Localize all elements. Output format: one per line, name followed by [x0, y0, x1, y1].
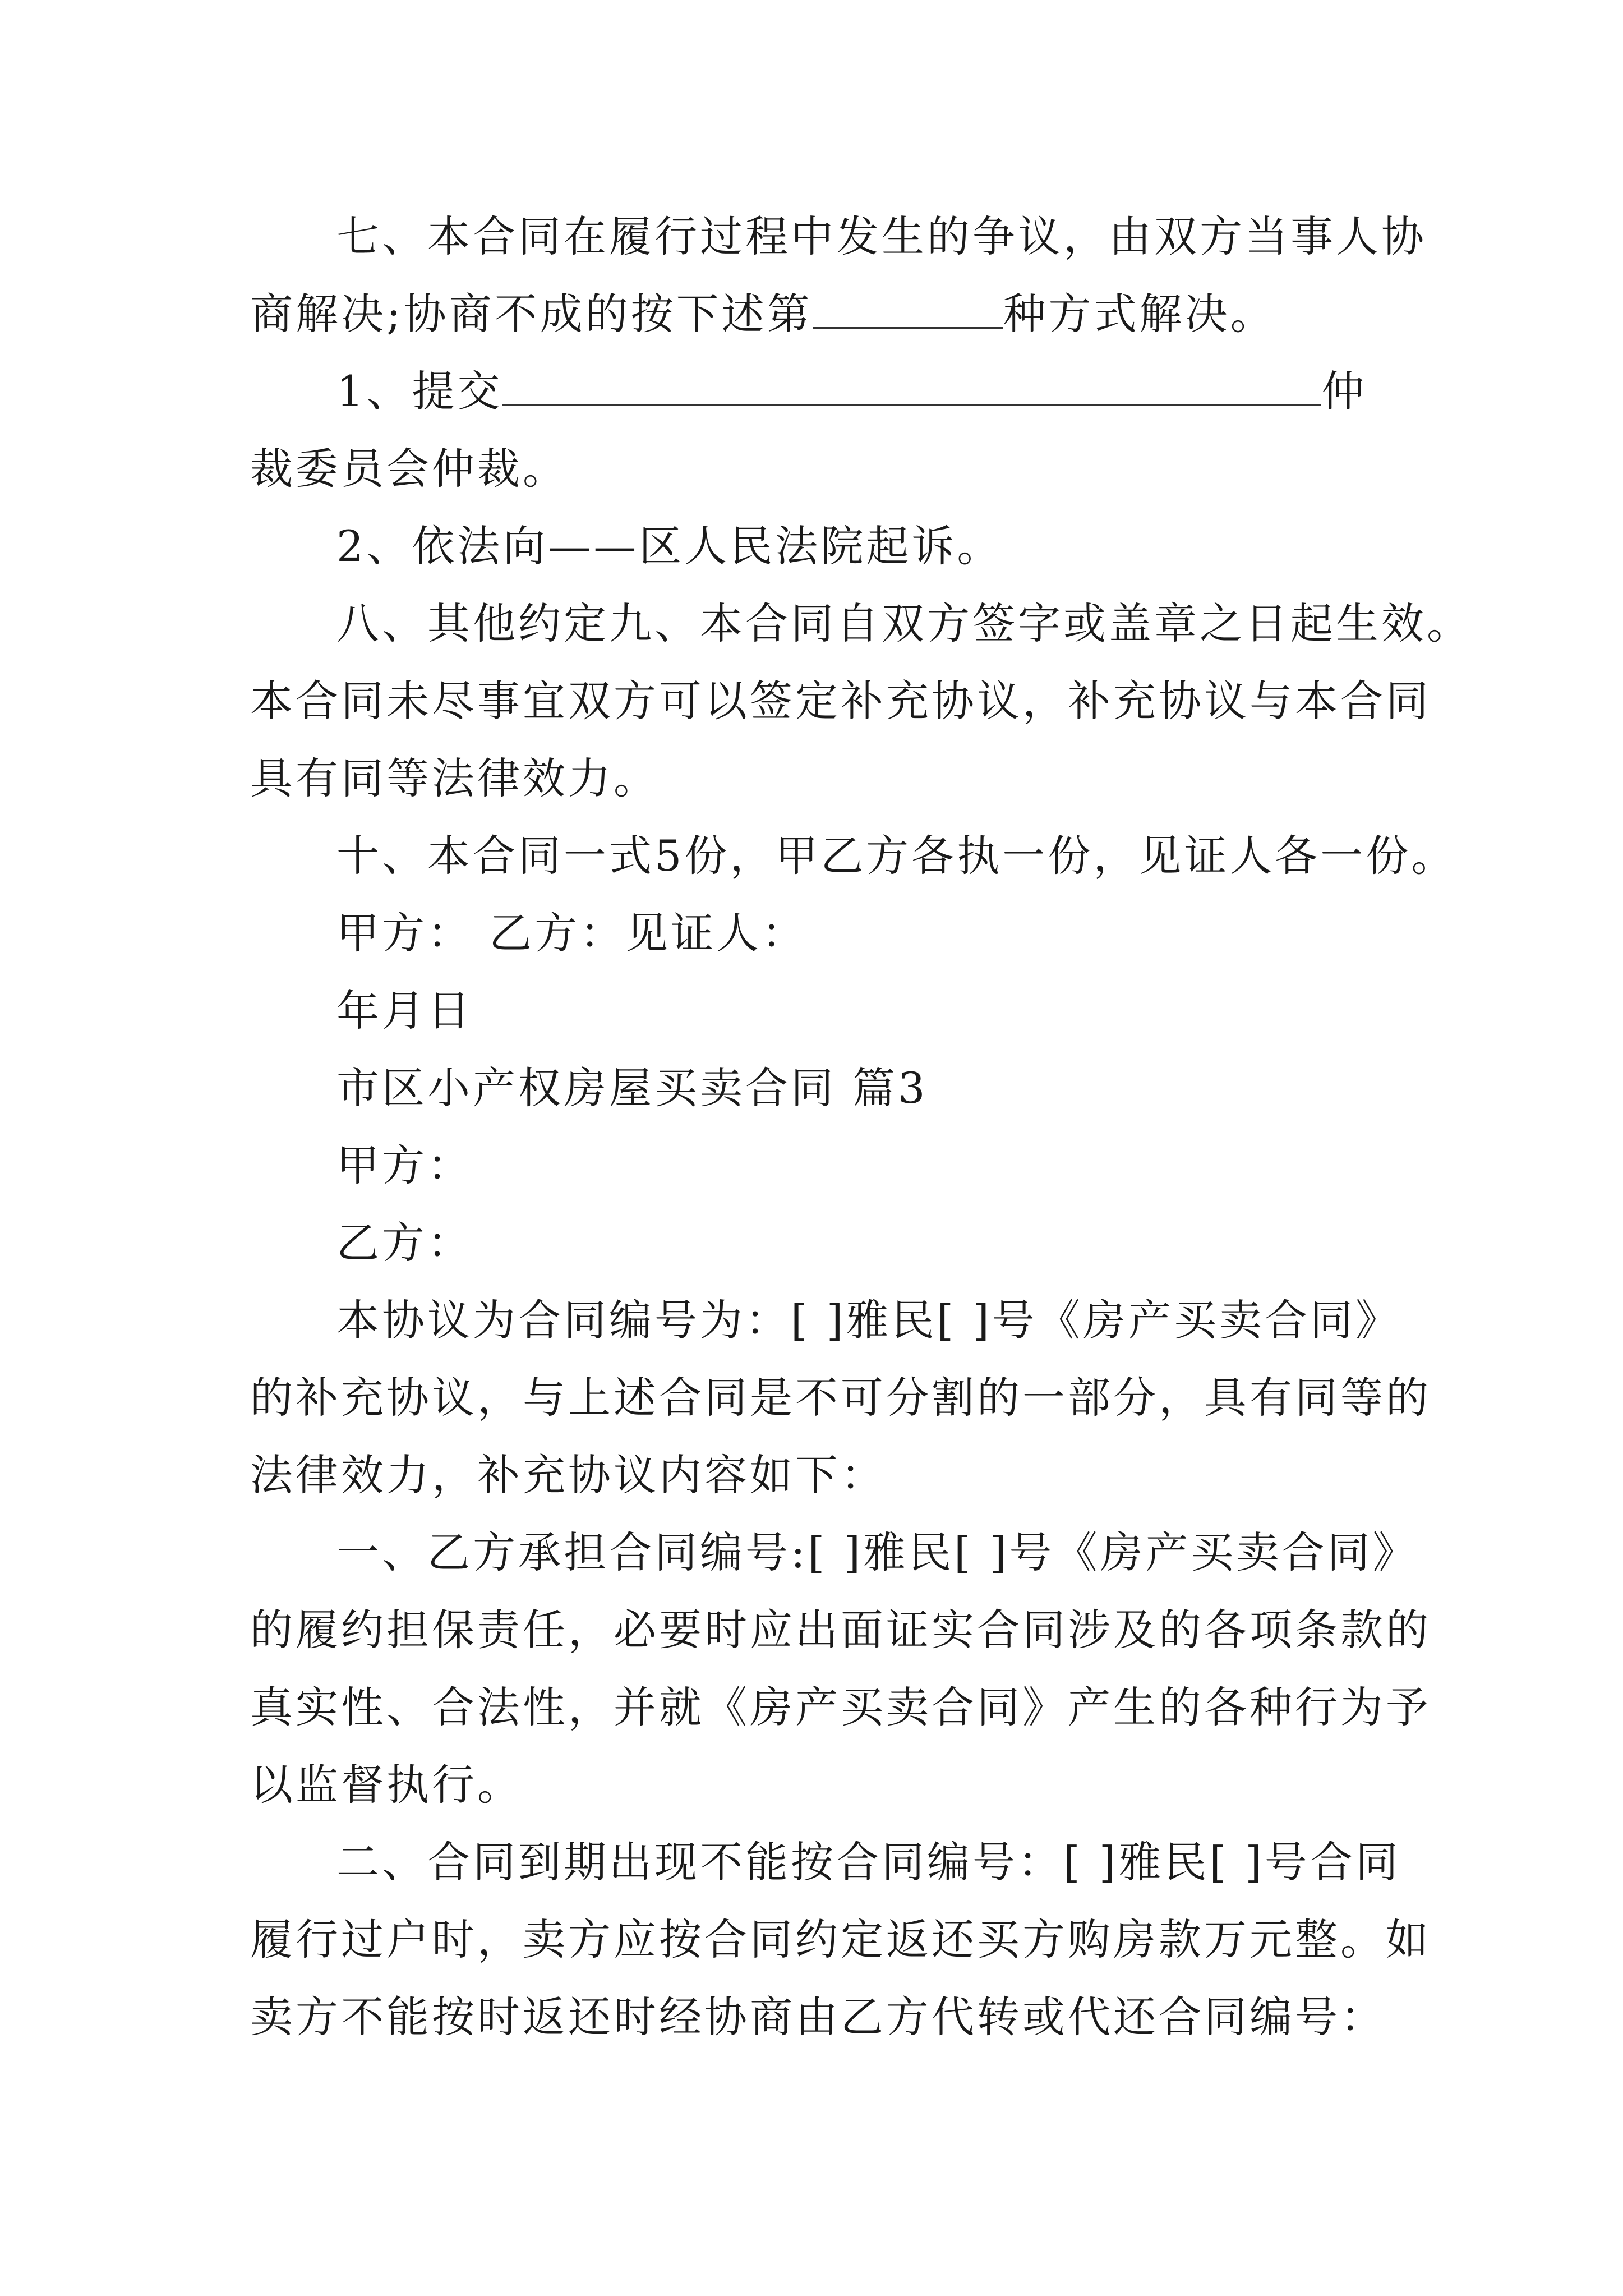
- article-1-line-1: 一、乙方承担合同编号:[ ]雅民[ ]号《房产买卖合同》: [336, 1527, 1418, 1577]
- clause-7-text-b: 种方式解决。: [1003, 289, 1276, 339]
- clause-8-line-3: 具有同等法律效力。: [250, 753, 659, 803]
- signature-line: 甲方： 乙方：见证人：: [336, 908, 808, 958]
- option-1-suffix: 仲: [1321, 366, 1367, 416]
- clause-10: 十、本合同一式5份，甲乙方各执一份，见证人各一份。: [336, 831, 1457, 881]
- clause-8-line-1: 八、其他约定九、本合同自双方签字或盖章之日起生效。: [336, 599, 1472, 648]
- option-2: 2、依法向——区人民法院起诉。: [336, 521, 1003, 571]
- method-number-blank: [813, 292, 1003, 329]
- clause-8-line-2: 本合同未尽事宜双方可以签定补充协议，补充协议与本合同: [250, 676, 1431, 726]
- clause-7-line-2: [250, 286, 1276, 342]
- article-1-line-4: 以监督执行。: [250, 1760, 523, 1810]
- option-1-prefix: 1、提交: [336, 366, 503, 416]
- option-1-line-2: 裁委员会仲裁。: [250, 444, 568, 494]
- article-1-line-2: 的履约担保责任，必要时应出面证实合同涉及的各项条款的: [250, 1605, 1431, 1655]
- article-2-line-3: 卖方不能按时返还时经协商由乙方代转或代还合同编号：: [250, 1992, 1386, 2042]
- intro-line-3: 法律效力，补充协议内容如下：: [250, 1450, 886, 1500]
- article-2-line-2: 履行过户时，卖方应按合同约定返还买方购房款万元整。如: [250, 1915, 1431, 1964]
- article-1-line-3: 真实性、合法性，并就《房产买卖合同》产生的各种行为予: [250, 1682, 1431, 1732]
- arbitration-blank: [502, 370, 1321, 406]
- clause-7-line-1: 七、本合同在履行过程中发生的争议，由双方当事人协: [336, 211, 1427, 261]
- article-2-line-1: 二、合同到期出现不能按合同编号：[ ]雅民[ ]号合同: [336, 1837, 1401, 1887]
- section-title: 市区小产权房屋买卖合同 篇3: [336, 1063, 928, 1113]
- clause-7-text-a: 商解决;协商不成的按下述第: [250, 289, 813, 339]
- intro-line-2: 的补充协议，与上述合同是不可分割的一部分，具有同等的: [250, 1373, 1431, 1423]
- intro-line-1: 本协议为合同编号为：[ ]雅民[ ]号《房产买卖合同》: [336, 1295, 1401, 1345]
- party-a: 甲方：: [336, 1140, 473, 1190]
- party-b: 乙方：: [336, 1218, 473, 1268]
- date-line: 年月日: [336, 986, 473, 1036]
- option-1-line-1: [336, 364, 1367, 420]
